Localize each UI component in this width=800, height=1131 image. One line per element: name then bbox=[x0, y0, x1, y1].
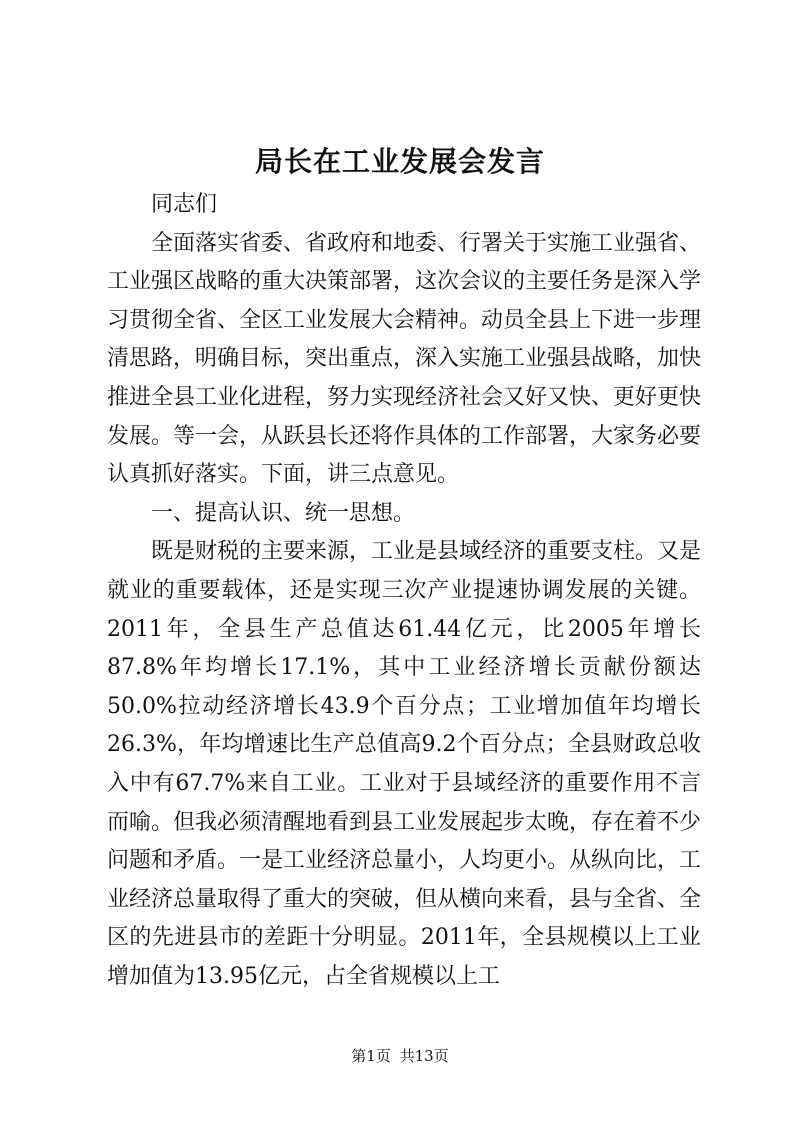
salutation: 同志们 bbox=[151, 192, 218, 217]
page-total: 共13页 bbox=[399, 1047, 449, 1065]
page-number: 第1页 bbox=[351, 1047, 391, 1065]
document-title: 局长在工业发展会发言 bbox=[254, 145, 545, 178]
document-body bbox=[107, 186, 701, 996]
page-footer bbox=[0, 1046, 800, 1066]
paragraph-industry-importance: 既是财税的主要来源，工业是县域经济的重要支柱。又是就业的重要载体，还是实现三次产业提速协调发展的关键。2011年，全县生产总值达61.44亿元，比2005年增长87.8%年均增长17.1%，其中工业经济增长贡献份额达50.0%拉动经济增长43.9个百分点；工业增加值年均增长26.3%，年均增速比生产总值高9.2个百分点；全县财政总收入中有67.7%来自工业。工业对于县域经济的重要作用不言而喻。但我必须清醒地看到县工业发展起步太晚，存在着不少问题和矛盾。一是工业经济总量小，人均更小。从纵向比，工业经济总量取得了重大的突破，但从横向来看，县与全省、全区的先进县市的差距十分明显。2011年，全县规模以上工业增加值为13.95亿元，占全省规模以上工 bbox=[107, 539, 702, 989]
paragraph-intro: 全面落实省委、省政府和地委、行署关于实施工业强省、工业强区战略的重大决策部署，这次会议的主要任务是深入学习贯彻全省、全区工业发展大会精神。动员全县上下进一步理清思路，明确目标，突出重点，深入实施工业强县战略，加快推进全县工业化进程，努力实现经济社会又好又快、更好更快发展。等一会，从跃县长还将作具体的工作部署，大家务必要认真抓好落实。下面，讲三点意见。 bbox=[107, 230, 702, 488]
section-heading-1: 一、提高认识、统一思想。 bbox=[151, 500, 416, 526]
